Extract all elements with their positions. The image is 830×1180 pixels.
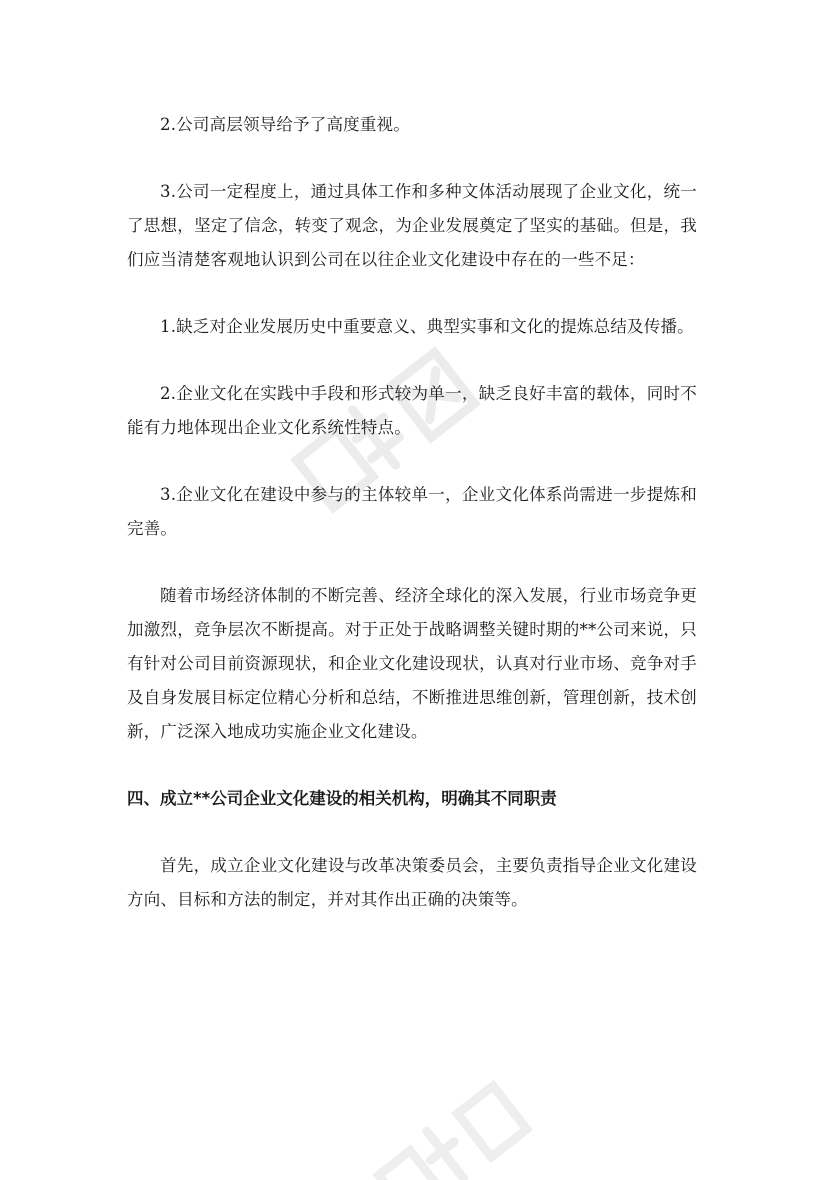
paragraph-5: 3.企业文化在建设中参与的主体较单一，企业文化体系尚需进一步提炼和完善。 (127, 485, 697, 538)
paragraph-1: 2.公司高层领导给予了高度重视。 (160, 115, 410, 134)
document-body (127, 108, 697, 917)
paragraph-3: 1.缺乏对企业发展历史中重要意义、典型实事和文化的提炼总结及传播。 (160, 317, 694, 336)
section-heading: 四、成立**公司企业文化建设的相关机构，明确其不同职责 (127, 789, 557, 808)
paragraph-4: 2.企业文化在实践中手段和形式较为单一，缺乏良好丰富的载体，同时不能有力地体现出企业文化系统性特点。 (127, 384, 697, 437)
paragraph-6: 随着市场经济体制的不断完善、经济全球化的深入发展，行业市场竞争更加激烈，竞争层次不断提高。对于正处于战略调整关键时期的**公司来说，只有针对公司目前资源现状，和企业文化建设现状，认真对行业市场、竞争对手及自身发展目标定位精心分析和总结，不断推进思维创新，管理创新，技术创新，广泛深入地成功实施企业文化建设。 (127, 586, 697, 741)
watermark-stamp-bottom (340, 1080, 540, 1180)
paragraph-2: 3.公司一定程度上，通过具体工作和多种文体活动展现了企业文化，统一了思想，坚定了信念，转变了观念，为企业发展奠定了坚实的基础。但是，我们应当清楚客观地认识到公司在以往企业文化建设中存在的一些不足： (127, 182, 697, 269)
paragraph-7: 首先，成立企业文化建设与改革决策委员会，主要负责指导企业文化建设方向、目标和方法的制定，并对其作出正确的决策等。 (127, 856, 697, 909)
